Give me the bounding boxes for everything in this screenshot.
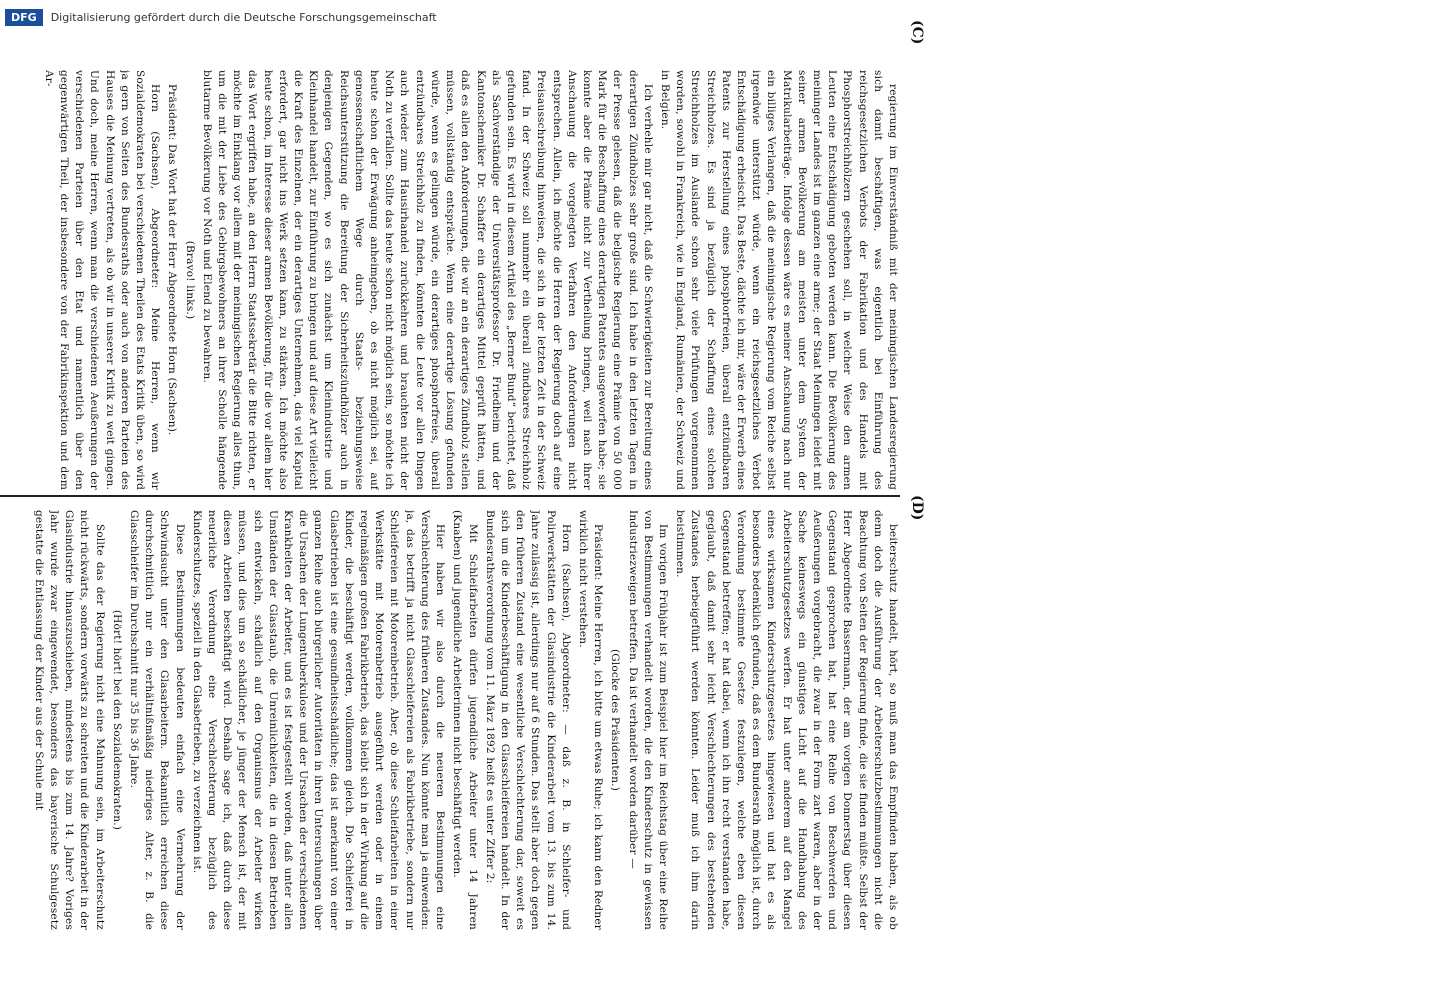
quotation: Mit Schleifarbeiten dürfen jugendliche Arbeiter unter 14 Jahren (Knaben) und jugendliche Arbeiterinnen nicht beschäftigt werden. bbox=[451, 510, 479, 930]
president-remark: Präsident: Das Wort hat der Herr Abgeordnete Horn (Sachsen). bbox=[166, 84, 179, 436]
bell-note: (Glocke des Präsidenten.) bbox=[609, 648, 622, 792]
paragraph: regierung im Einverständniß mit der meiningischen Landesregierung sich damit beschäftigen, was eigentlich bei Einführung des reichsgesetzlichen Verbots der Fabrikation und des Handels mit Phosphorstreichhölzern geschehen soll, in welcher Weise den armen Leuten eine Entschädigung geboten werden kann. Die Bevölkerung des meininger Landes ist im ganzen eine arme; der Staat Meiningen leidet mit seiner armen Bevölkerung am meisten unter dem System der Matrikularbeiträge. Infolge dessen wäre es meiner Anschauung nach nur ein billiges Verlangen, daß die meiningische Regierung vom Reiche selbst irgendwie unterstützt würde, wenn ein reichsgesetzliches Verbot Entschädigung erheischt. Das Beste, dächte ich mir, wäre der Erwerb eines Patents zur Herstellung eines phosphorfreien, überall entzündbaren Streichholzes. Es sind ja bezüglich der Schaffung eines solchen Streichholzes im Auslande schon sehr viele Prüfungen vorgenommen worden, sowohl in Frankreich, wie in England, Rumänien, der Schweiz und in Belgien. bbox=[658, 70, 899, 490]
president-remark: Präsident: Meine Herren, ich bitte um etwas Ruhe; ich kann den Redner wirklich nicht verstehen. bbox=[576, 510, 605, 930]
digitization-note: Digitalisierung gefördert durch die Deutsche Forschungsgemeinschaft bbox=[50, 10, 437, 24]
paragraph: Sollte das der Regierung nicht eine Mahnung sein, im Arbeiterschutz nicht rückwärts, sondern vorwärts zu schreiten und die Kinderarbeit in der Glasindustrie hinauszuschieben, mindestens bis zum 14. Jahre? Voriges Jahr wurde zwar eingewendet, besonders das bayerische Schulgesetz gestatte die Entlassung der Kinder aus der Schule mit bbox=[32, 510, 106, 930]
column-divider bbox=[0, 495, 900, 497]
margin-letter-d: (D) bbox=[909, 495, 925, 521]
applause-note: (Bravo! links.) bbox=[183, 240, 196, 320]
paragraph: Horn (Sachsen), Abgeordneter: — daß z. B. in Schleifer- und Polirwerkstätten der Glasindustrie die Kinderarbeit vom 13. bis zum 14. Jahre zulässig ist, allerdings nur auf 6 Stunden. Das stellt aber doch gegen den früheren Zustand eine wesentliche Verschlechterung dar, soweit es sich um die Kinderbeschäftigung in den Glasschleifereien handelt. In der Bundesrathsverordnung vom 11. März 1892 heißt es unter Ziffer 2: bbox=[483, 510, 572, 930]
left-column bbox=[0, 70, 900, 490]
right-column bbox=[0, 510, 900, 930]
speech-start: Horn (Sachsen), Abgeordneter: Meine Herren, wenn wir Sozialdemokraten bei verschiedenen Theilen des Etats Kritik üben, so wird ja gern von Seiten des Bundesraths oder auch von anderen Parteien des Hauses die Meinung vertreten, als ob wir in unserer Kritik zu weit gingen. Und doch, meine Herren, wenn man die verschiedenen Aeußerungen der verschiedenen Parteien über den Etat und namentlich über den gegenwärtigen Theil, der insbesondere von der Fabrikinspektion und dem Ar- bbox=[42, 70, 162, 490]
margin-letter-c: (C) bbox=[909, 20, 925, 45]
paragraph: Im vorigen Frühjahr ist zum Beispiel hier im Reichstag über eine Reihe von Bestimmungen verhandelt worden, die den Kinderschutz in gewissen Industriezweigen betreffen. Da ist verhandelt worden darüber — bbox=[626, 510, 669, 930]
paragraph: Hier haben wir also durch die neueren Bestimmungen eine Verschlechterung des früheren Zustandes. Nun könnte man ja einwenden: ja, das betrifft ja nicht Glasschleifereien als Fabrikbetriebe, sondern nur Schleifereien mit Motorenbetrieb. Aber, ob diese Schleifarbeiten in einer Werkstätte mit Motorenbetrieb ausgeführt werden oder in einem regelmäßigen großen Fabrikbetrieb, das bleibt sich in der Wirkung auf die Kinder, die beschäftigt werden, vollkommen gleich. Die Schleiferei in Glasbetrieben ist eine gesundheitsschädliche; das ist anerkannt von einer ganzen Reihe auch bürgerlicher Autoritäten in ihren Untersuchungen über die Ursachen der Lungentuberkulose und der Ursachen der verschiedenen Krankheiten der Arbeiter, und es ist festgestellt worden, daß unter allen Umständen der Glasstaub, die Unreinlichkeiten, die in diesen Betrieben sich entwickeln, schädlich auf den Organismus der Arbeiter wirken müssen, und dies um so schädlicher, je jünger der Mensch ist, der mit diesen Arbeiten beschäftigt wird. Deshalb sage ich, daß durch diese neuerliche Verordnung eine Verschlechterung bezüglich des Kinderschutzes, speziell in den Glasbetrieben, zu verzeichnen ist. bbox=[190, 510, 447, 930]
interjection-note: (Hört! hört! bei den Sozialdemokraten.) bbox=[110, 609, 123, 831]
dfg-logo: DFG bbox=[5, 9, 43, 26]
paragraph: beiterschutz handelt, hört, so muß man das Empfinden haben, als ob denn doch die Ausführung der Arbeiterschutzbestimmungen nicht die Beachtung von Seiten der Regierung finde, die sie finden müßte. Selbst der Herr Abgeordnete Bassermann, der am vorigen Donnerstag über diesen Gegenstand gesprochen hat, hat eine Reihe von Beschwerden und Aeußerungen vorgebracht, die zwar in der Form zart waren, aber in der Sache keineswegs ein günstiges Licht auf die Handhabung des Arbeiterschutzgesetzes werfen. Er hat unter anderem auf den Mangel eines wirksamen Kinderschutzgesetzes hingewiesen und hat es als besonders bedenklich gefunden, daß es dem Bundesrath möglich ist, durch Verordnung bestimmte Gesetze festzulegen, welche eben diesen Gegenstand betreffen; er hat dabei, wenn ich ihn recht verstanden habe, geglaubt, daß damit sehr leicht Verschlechterungen des bestehenden Zustandes herbeigeführt werden könnten. Leider muß ich ihm darin beistimmen. bbox=[674, 510, 899, 930]
paragraph: Diese Bestimmungen bedeuten einfach eine Vermehrung der Schwindsucht unter den Glasarbeitern. Bekanntlich erreichen diese durchschnittlich nur ein verhältnißmäßig niedriges Alter, z. B. die Glasschleifer im Durchschnitt nur 35 bis 36 Jahre. bbox=[128, 510, 186, 930]
paragraph: Ich verhehle mir gar nicht, daß die Schwierigkeiten zur Bereitung eines derartigen Zündholzes sehr große sind. Ich habe in den letzten Tagen in der Presse gelesen, daß die belgische Regierung eine Prämie von 50 000 Mark für die Beschaffung eines derartigen Patentes ausgeworfen habe; sie konnte aber die Prämie nicht zur Vertheilung bringen, weil nach ihrer Anschauung die vorgelegten Verfahren den Anforderungen nicht entsprechen. Allein, ich möchte die Herren der Regierung doch auf eine Preisausschreibung hinweisen, die sich in der letzten Zeit in der Schweiz fand. In der Schweiz soll nunmehr ein überall zündbares Streichholz gefunden sein. Es wird in diesem Artikel des „Berner Bund“ berichtet, daß als Sachverständige der Universitätsprofessor Dr. Friedheim und der Kantonschemiker Dr. Schaffer ein derartiges Mittel geprüft hätten, und daß es allen den Anforderungen, die wir an ein derartiges Zündholz stellen müssen, vollständig entspräche. Wenn eine derartige Lösung gefunden würde, wenn es gelingen würde, ein derartiges phosphorfreies, überall entzündbares Streichholz zu finden, könnten die Leute vor allen Dingen auch wieder zum Hausirhandel zurückkehren und brauchten nicht der Noth zu verfallen. Sollte das heute schon nicht möglich sein, so möchte ich heute schon der Erwägung anheimgeben, ob es nicht möglich sei, auf genossenschaftlichem Wege durch Staats- beziehungsweise Reichsunterstützung die Bereitung der Sicherheitszündhölzer auch in denjenigen Gegenden, wo es sich zunächst um Kleinindustrie und Kleinhandel handelt, zur Einführung zu bringen und auf diese Art vielleicht die Kraft des Einzelnen, der ein derartiges Unternehmen, das viel Kapital erfordert, gar nicht ins Werk setzen kann, zu stärken. Ich möchte also heute schon, im Interesse dieser armen Bevölkerung, für die vor allem hier das Wort ergriffen habe, an den Herrn Staatssekretär die Bitte richten, er möchte im Einklang vor allem mit der meiningischen Regierung alles thun, um die mit der Liebe des Gebirgsbewohners an ihrer Scholle hängende blutarme Bevölkerung vor Noth und Elend zu bewahren. bbox=[200, 70, 654, 490]
